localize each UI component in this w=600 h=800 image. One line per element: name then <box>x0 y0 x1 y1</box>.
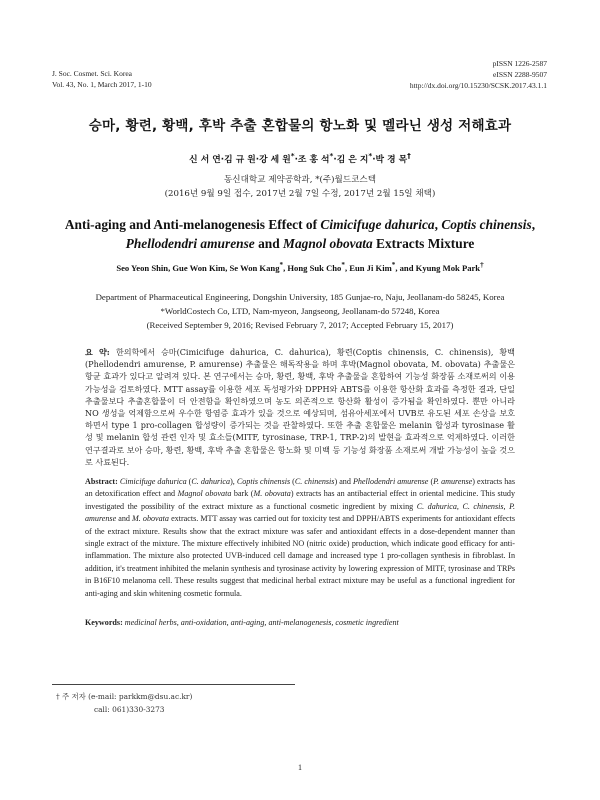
abs-species: P. amurense <box>433 477 473 486</box>
title-en-species: Cimicifuge dahurica <box>320 217 435 232</box>
keywords-label: Keywords: <box>85 618 125 627</box>
title-en-text: Anti-aging and Anti-melanogenesis Effect of <box>64 217 321 232</box>
abs-species: M. obovata <box>253 489 291 499</box>
abs-text: ( <box>290 477 295 486</box>
received-dates-en: (Received September 9, 2016; Revised February 7, 2017; Accepted February 15, 2017) <box>146 320 454 330</box>
authors-en-text: Seo Yeon Shin, Gue Won Kim, Se Won Kang <box>116 262 280 273</box>
title-en-text: and <box>254 236 284 251</box>
abstract-ko-body: 한의학에서 승마(Cimicifuge dahurica, C. dahurica), 황련(Coptis chinensis, C. chinensis), 황백(Phellodendri amurense, P. amurense) 추출물은 해독작용을 하며 후박(Magnol obovata, M. obovata) 추출물은 항균 효과가 있다고 알려져 있다. 본 연구에서는 승마, 황련, 황백, 후박 추출물을 혼합하여 기능성 화장품 소재로써의 이용 가능성을 검토하였다. MTT assay를 이용한 세포 독성평가와 DPPH와 ABTS를 이용한 항산화 효과를 측정한 결과, 단일 추출물보다 추출혼합물이 더 안전함을 확인하였으며 농도 의존적으로 항산화 활성이 증가됨을 확인하였다. 뿐만 아니라 NO 생성을 억제함으로써 우수한 항염증 효과가 있을 것으로 예상되며, 섬유아세포에서 UVB로 유도된 세포 손상을 보호하면서 type 1 pro-collagen 합성량이 증가되는 것을 관찰하였다. 또한 추출 혼합물은 melanin 합성과 tyrosinase 활성 및 melanin 합성 관련 인자 및 효소들(MITF, tyrosinase, TRP-1, TRP-2)의 발현을 효과적으로 억제하였다. 이러한 연구결과로 보아 승마, 황련, 황백, 후박 추출 혼합물은 항노화 및 미백 등 기능성 화장품 소재로써 개발 가능성이 높을 것으로 사료된다. <box>85 347 515 467</box>
dates-korean: (2016년 9월 9일 접수, 2017년 2월 7일 수정, 2017년 2월 15일 채택) <box>164 189 436 199</box>
abs-species: C. chinensis <box>462 501 504 511</box>
footnote-divider <box>52 684 295 685</box>
pissn: pISSN 1226-2587 <box>492 59 547 68</box>
journal-header-left <box>52 68 152 90</box>
authors-en-text: , Eun Ji Kim <box>344 262 392 273</box>
authors-en-mark: † <box>480 261 484 269</box>
authors-en-text: , Hong Suk Cho <box>283 262 342 273</box>
abs-text: ) and <box>334 477 353 486</box>
abs-text: ), <box>230 477 237 486</box>
affiliation-en-line: *WorldCostech Co, LTD, Nam-myeon, Jangseong, Jeollanam-do 57248, Korea <box>160 306 440 316</box>
authors-english <box>0 261 600 273</box>
abs-text: ( <box>186 477 192 486</box>
footnote <box>56 690 192 716</box>
volume-info: Vol. 43, No. 1, March 2017, 1-10 <box>52 80 152 89</box>
authors-ko-mark: * <box>368 151 373 160</box>
abs-text: extracts. MTT assay was carried out for toxicity test and DPPH/ABTS experiments for antioxidant effects of the extract mixture. Results show that the extract mixture was safer and antioxidant effects in a dose-dependent manner than single extract of the mixture. The mixture effectively inhibited NO (nitric oxide) production, which indicate good efficacy for anti-inflammation. The mixture also protected UVB-induced cell damage and increased type 1 pro-collagen synthesis in fibroblast. In addition, it's treatment inhibited the melanin synthesis and tyrosinase activity by lowering expression of MITF, tyrosinase and TRPs in B16F10 melanoma cell. These results suggest that medicinal herbal extract mixture may be useful as a functional ingredient for anti-aging and skin whitening cosmetic formula. <box>85 514 515 598</box>
abs-species: Phellodendri amurense <box>352 477 429 486</box>
abstract-en-label: Abstract: <box>85 477 120 486</box>
title-korean: 승마, 황련, 황백, 후박 추출 혼합물의 항노화 및 멜라닌 생성 저해효과 <box>88 118 512 134</box>
eissn: eISSN 2288-9507 <box>493 70 547 79</box>
abs-species: P. amurense <box>85 501 516 524</box>
authors-ko-mark: † <box>407 151 411 160</box>
authors-en-mark: * <box>341 261 345 269</box>
authors-ko-c: ·김 은 지 <box>333 154 369 165</box>
abs-text: ( <box>428 477 434 486</box>
page-number: 1 <box>298 763 302 772</box>
title-english <box>40 215 560 253</box>
abs-species: C. dahurica <box>416 501 457 511</box>
corresponding-author: † 주 저자 (e-mail: parkkm@dsu.ac.kr) <box>56 692 193 701</box>
abstract-english <box>85 476 515 600</box>
abs-species: C. dahurica <box>191 477 231 486</box>
affiliation-english <box>0 290 600 332</box>
authors-ko-a: 신 서 연·김 규 원·강 세 원 <box>189 154 291 165</box>
abs-text: bark ( <box>231 489 254 499</box>
authors-en-mark: * <box>391 261 396 269</box>
authors-korean <box>0 151 600 165</box>
abs-text: , <box>503 501 510 511</box>
authors-ko-mark: * <box>329 151 334 160</box>
abs-species: M. obovata <box>132 514 169 524</box>
affiliation-korean: 동신대학교 제약공학과, *(주)월드코스텍 <box>223 175 377 185</box>
abstract-korean <box>85 346 515 468</box>
abs-species: Cimicifuge dahurica <box>119 477 187 486</box>
doi-link[interactable]: http://dx.doi.org/10.15230/SCSK.2017.43.1.1 <box>409 81 547 90</box>
journal-header-right <box>410 58 547 91</box>
abs-text: and <box>116 514 133 524</box>
abs-text: , <box>456 501 463 511</box>
title-en-species: Phellodendri amurense <box>125 236 255 251</box>
abs-species: Coptis chinensis <box>236 477 291 486</box>
affiliation-en-line: Department of Pharmaceutical Engineering, Dongshin University, 185 Gunjae-ro, Naju, Jeollanam-do 58245, Korea <box>95 292 505 302</box>
authors-ko-b: ·조 홍 석 <box>294 154 330 165</box>
abstract-ko-label: 요 약: <box>85 347 116 357</box>
title-en-species: Magnol obovata <box>283 236 373 251</box>
authors-en-text: , and Kyung Mok Park <box>395 262 481 273</box>
authors-ko-d: ·박 경 목 <box>372 154 408 165</box>
abs-species: Magnol obovata <box>177 489 232 499</box>
authors-ko-mark: * <box>290 151 295 160</box>
keywords <box>85 618 515 627</box>
title-en-text: , <box>434 217 442 232</box>
journal-name: J. Soc. Cosmet. Sci. Korea <box>52 69 132 78</box>
authors-en-mark: * <box>279 261 284 269</box>
title-en-species: Coptis chinensis <box>441 217 532 232</box>
title-en-text: Extracts Mixture <box>372 236 475 251</box>
keywords-list: medicinal herbs, anti-oxidation, anti-aging, anti-melanogenesis, cosmetic ingredient <box>124 618 399 627</box>
title-en-text: , <box>531 217 536 232</box>
abs-text: ) extracts has an antibacterial effect in oriental medicine. This study investigated the possibility of the extract mixture as a functional cosmetic ingredient by mixing <box>85 489 516 511</box>
abs-text: ) extracts has an detoxification effect and <box>85 477 516 499</box>
contact-phone: call: 061)330-3273 <box>94 705 165 714</box>
abs-species: C. chinensis <box>294 477 335 486</box>
